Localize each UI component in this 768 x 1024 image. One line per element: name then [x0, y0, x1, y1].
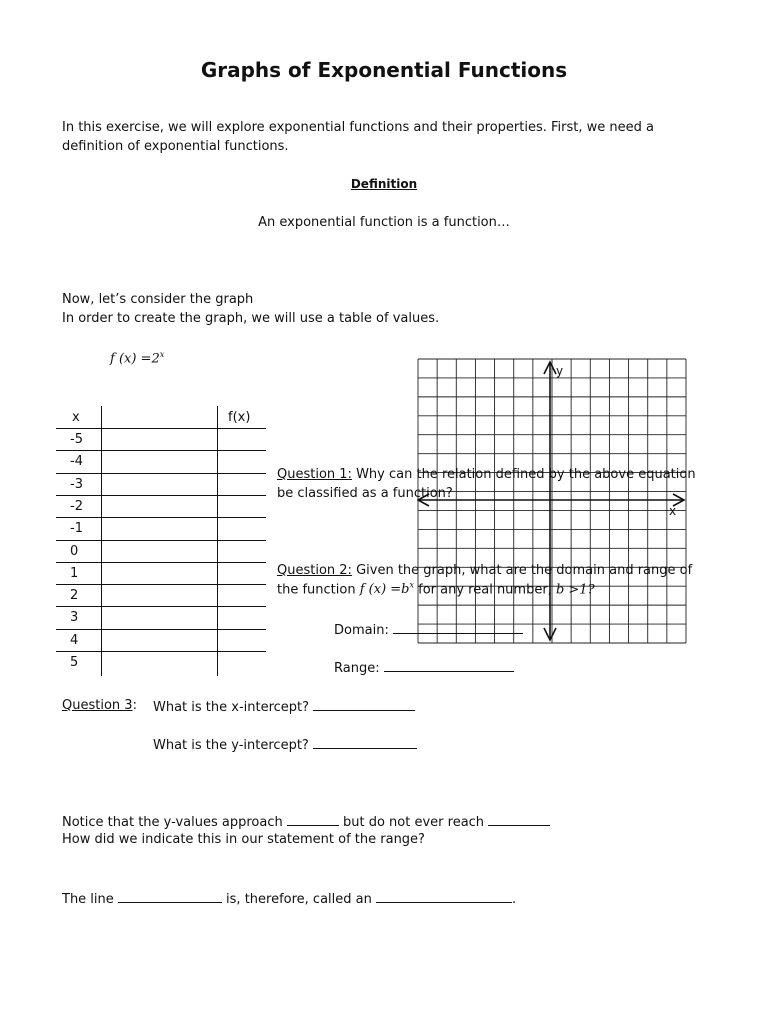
table-header-fx: f(x): [228, 410, 251, 425]
question-2: [277, 563, 692, 578]
question-2-text: Given the graph, what are the domain and range of: [351, 563, 693, 578]
table-row-x: -4: [70, 454, 83, 470]
table-divider-2: [217, 406, 218, 676]
table-header-line: [56, 428, 266, 429]
y-intercept-blank[interactable]: [313, 736, 417, 749]
question-3-colon: :: [132, 698, 137, 713]
graph-intro-line-1: Now, let’s consider the graph: [62, 292, 254, 307]
table-row-line: [56, 584, 266, 585]
range-row: [334, 659, 514, 676]
question-2-function-lhs: f (x) =b: [359, 582, 410, 598]
x-intercept-row: [153, 698, 415, 715]
table-row-x: 5: [70, 655, 79, 670]
line-blank[interactable]: [118, 890, 222, 903]
notice-text-a: Notice that the y-values approach: [62, 815, 287, 830]
table-divider-1: [101, 406, 102, 676]
question-1: [277, 467, 696, 482]
question-2-condition: b >1?: [555, 582, 595, 598]
table-row-line: [56, 495, 266, 496]
value-table: [56, 406, 266, 676]
domain-blank[interactable]: [393, 621, 523, 634]
y-intercept-question: What is the y-intercept?: [153, 738, 313, 753]
notice-line-1: [62, 813, 550, 830]
notice-line-2: How did we indicate this in our statement of the range?: [62, 832, 425, 847]
table-row-line: [56, 517, 266, 518]
domain-row: [334, 621, 523, 638]
question-3-label: Question 3: [62, 698, 133, 713]
notice-text-b: but do not ever reach: [338, 815, 489, 830]
function-lhs: f (x) =2: [110, 351, 160, 367]
question-1-text: Why can the relation defined by the above equation: [351, 467, 696, 482]
function-exponent: x: [159, 350, 165, 359]
table-row-line: [56, 629, 266, 630]
reach-blank[interactable]: [488, 813, 550, 826]
domain-label: Domain:: [334, 623, 393, 638]
question-2-line-2-a: the function: [277, 582, 360, 598]
definition-heading: Definition: [350, 177, 418, 191]
table-row-x: 1: [70, 565, 79, 581]
question-2-function: [360, 582, 414, 597]
asymptote-blank[interactable]: [376, 890, 512, 903]
x-intercept-blank[interactable]: [313, 698, 415, 711]
table-row-x: -3: [70, 476, 83, 492]
table-row-line: [56, 450, 266, 451]
table-header-x: x: [72, 410, 80, 425]
range-blank[interactable]: [384, 659, 514, 672]
asymptote-text-b: is, therefore, called an: [221, 892, 376, 907]
page-title: Graphs of Exponential Functions: [200, 58, 568, 82]
question-3: [62, 698, 137, 713]
intro-line-1: In this exercise, we will explore exponential functions and their properties. First, we need a: [62, 120, 654, 135]
x-axis: [418, 494, 684, 506]
question-2-function-exponent: x: [409, 581, 414, 590]
coordinate-grid: [417, 358, 687, 644]
x-axis-label: x: [669, 504, 677, 518]
table-row-x: -2: [70, 498, 83, 514]
function-equation: [110, 350, 164, 366]
grid-lines: [418, 359, 686, 643]
x-intercept-question: What is the x-intercept?: [153, 700, 314, 715]
y-axis: [544, 362, 556, 640]
table-row-line: [56, 540, 266, 541]
table-row-line: [56, 473, 266, 474]
table-row-line: [56, 606, 266, 607]
question-1-label: Question 1:: [277, 467, 352, 482]
asymptote-text-a: The line: [62, 892, 118, 907]
question-2-label: Question 2:: [277, 563, 352, 578]
question-2-line-2-b: for any real number,: [414, 582, 556, 598]
asymptote-line: [62, 890, 516, 907]
table-row-x: 3: [70, 610, 79, 626]
table-row-x: 2: [70, 588, 79, 604]
definition-text: An exponential function is a function…: [258, 215, 510, 230]
table-row-line: [56, 651, 266, 652]
table-row-x: 4: [70, 632, 79, 648]
approach-blank[interactable]: [287, 813, 339, 826]
question-1-line-2: be classified as a function?: [277, 486, 453, 501]
y-intercept-row: [153, 736, 417, 753]
table-row-x: -5: [70, 432, 83, 447]
range-label: Range:: [334, 661, 384, 676]
graph-intro-line-2: In order to create the graph, we will use a table of values.: [62, 311, 440, 326]
question-2-line-2: [277, 581, 595, 597]
table-row-line: [56, 562, 266, 563]
asymptote-text-c: .: [512, 892, 517, 907]
intro-line-2: definition of exponential functions.: [62, 139, 289, 154]
table-row-x: 0: [70, 543, 79, 559]
y-axis-label: y: [556, 364, 564, 378]
table-row-x: -1: [70, 521, 83, 537]
